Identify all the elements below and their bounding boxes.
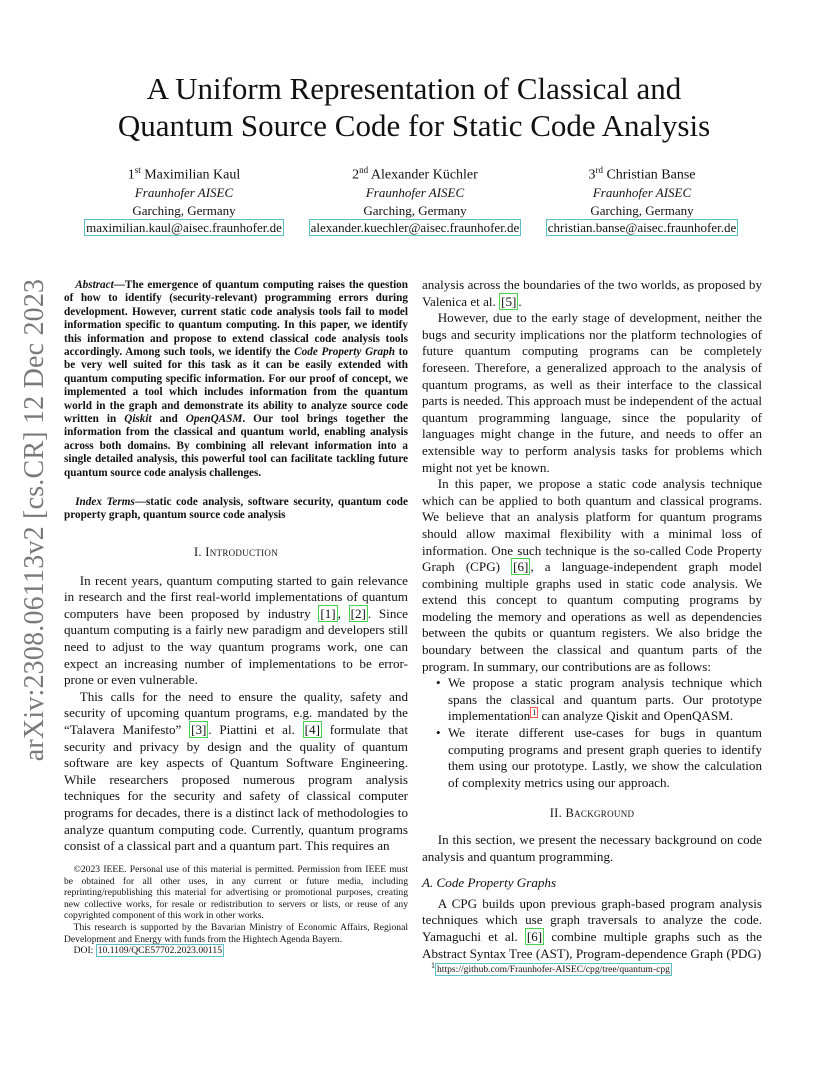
- citation-link[interactable]: [3]: [191, 721, 207, 737]
- author-ordinal-sup: st: [134, 165, 141, 175]
- introduction-section: [64, 544, 408, 855]
- arxiv-id-text: arXiv:2308.06113v2 [cs.CR] 12 Dec 2023: [19, 278, 50, 762]
- author-location: Garching, Germany: [590, 202, 694, 218]
- right-paragraph-1: [422, 277, 762, 310]
- right-p3-text: In this paper, we propose a static code analysis technique which can be applied to both quantum and classical programs. We believe that an analysis platform for quantum programs should allow maximal flexibility with a minimal loss of information. One such technique is the so-called Code Property Graph (CPG): [422, 476, 762, 575]
- copyright-paragraph: ©2023 IEEE. Personal use of this material is permitted. Permission from IEEE must be obtained for all other uses, in any current or future media, including reprinting/republishing this material for advertising or promotional purposes, creating new collective works, for resale or redistribution to servers or lists, or reuse of any copyrighted component of this work in other works.: [64, 864, 408, 922]
- index-terms: [64, 496, 408, 523]
- author-affiliation: Fraunhofer AISEC: [365, 185, 465, 201]
- footnote-url-link[interactable]: https://github.com/Fraunhofer-AISEC/cpg/tree/quantum-cpg: [437, 964, 670, 976]
- citation-link[interactable]: [6]: [526, 928, 543, 944]
- right-p1-text: analysis across the boundaries of the two worlds, as proposed by Valenica et al.: [422, 277, 762, 309]
- footnote-link[interactable]: 1: [532, 708, 537, 718]
- citation-link[interactable]: [6]: [513, 559, 529, 575]
- author-affiliation: Fraunhofer AISEC: [592, 185, 692, 201]
- contribution-item: • We iterate different use-cases for bugs in quantum computing programs and present graph queries to identify them using our prototype. Lastly, we show the calculation of complexity metrics using our approach.: [436, 725, 762, 791]
- abstract-and: and: [151, 413, 186, 426]
- intro-paragraph-2: [64, 689, 408, 855]
- subsection-heading-cpg: A. Code Property Graphs: [422, 875, 557, 891]
- author-ordinal: 2: [352, 167, 360, 183]
- right-paragraph-2: However, due to the early stage of development, neither the bugs and security implications nor the platform technologies of future quantum computing programs can be completely foreseen. Therefore, a generalized approach to the analysis of quantum programs, as well as their interface to the classical parts is needed. This approach must be independent of the actual quantum programming language, since the popularity of languages might change in the future, and needs to offer an extensible way to perform analysis tasks for problems which might not yet be known.: [422, 310, 762, 475]
- doi-label: DOI:: [73, 945, 96, 957]
- background-paragraph-1: In this section, we present the necessary background on code analysis and quantum programming.: [422, 832, 762, 864]
- author-ordinal-sup: nd: [359, 165, 369, 175]
- abstract-dash: —: [113, 279, 125, 291]
- author-ordinal: 3: [588, 167, 596, 183]
- funding-paragraph: This research is supported by the Bavarian Ministry of Economic Affairs, Regional Development and Energy with funds from the Hightech Agenda Bayern.: [64, 921, 408, 945]
- abstract-text-1: The emergence of quantum computing raises the question of how to identify (security-relevant) programming errors during development. However, current static code analysis tools fail to model information specific to quantum computing. In this paper, we identify this information and propose to extend classical code analysis tools accordingly. Among such tools, we identify the: [64, 279, 408, 359]
- contribution-item: [436, 675, 762, 725]
- right-column: [422, 277, 762, 962]
- intro-p1-text: In recent years, quantum computing started to gain relevance in research and the first real-world implementations of quantum computers have been proposed by industry: [64, 572, 408, 621]
- abstract-qiskit-term: Qiskit: [124, 413, 152, 426]
- right-p3-text-2: , a language-independent graph model combining multiple graphs used in static code analysis. We extend this concept to quantum computing programs by modeling the memory and operations as well as dependencies between the qubits or quantum registers. We also bridge the boundary between the classical and quantum parts of the program. In summary, our contributions are as follows:: [422, 559, 762, 674]
- abstract-openqasm-term: OpenQASM: [185, 413, 243, 426]
- author-affiliation: Fraunhofer AISEC: [134, 185, 234, 201]
- contribution-text-2: can analyze Qiskit and OpenQASM.: [538, 708, 734, 724]
- abstract-cpg-term: Code Property Graph: [294, 346, 395, 359]
- intro-paragraph-1: [64, 573, 408, 689]
- footnote: [431, 960, 672, 976]
- abstract-text-2: to be very well suited for this task as it can be easily extended with quantum computing specific information. For our proof of concept, we implemented a tool which includes information from the quantum world in the graph and demonstrate its ability to analyze source code written in: [64, 346, 408, 426]
- intro-p2-text: This calls for the need to ensure the quality, safety and security of upcoming quantum programs, e.g. mandated by the “Talavera Manifesto”: [64, 688, 408, 737]
- author-location: Garching, Germany: [132, 202, 236, 218]
- citation-link[interactable]: [5]: [501, 293, 517, 309]
- title-line-2: Quantum Source Code for Static Code Analysis: [117, 108, 711, 143]
- right-p1-end: .: [518, 293, 522, 309]
- author-email-link[interactable]: maximilian.kaul@aisec.fraunhofer.de: [86, 220, 282, 236]
- cpg-paragraph-1: [422, 896, 762, 962]
- author-1: [59, 162, 309, 237]
- section-heading-introduction: I. Introduction: [193, 545, 279, 559]
- title-line-1: A Uniform Representation of Classical and: [146, 71, 682, 106]
- abstract: [64, 279, 408, 480]
- intro-p1-text-2: . Since quantum computing is a fairly new paradigm and developers still need to adjust to the way quantum programs work, one can expect an increasing number of implementations to be error-prone or even vulnerable.: [64, 605, 408, 688]
- author-email-link[interactable]: alexander.kuechler@aisec.fraunhofer.de: [310, 220, 520, 236]
- cpg-p1-text-2: combine multiple graphs such as the Abstract Syntax Tree (AST), Program-dependence Graph (PDG): [422, 928, 762, 961]
- author-ordinal-sup: rd: [595, 165, 603, 175]
- arxiv-identifier: [10, 278, 60, 762]
- contributions-list: [436, 675, 762, 791]
- abstract-lead: Abstract: [75, 279, 114, 291]
- citation-link[interactable]: [4]: [304, 721, 320, 737]
- footnote-mark: 1: [431, 961, 435, 970]
- author-3: [517, 162, 767, 237]
- citation-link[interactable]: [2]: [350, 605, 366, 621]
- cpg-p1-text: A CPG builds upon previous graph-based program analysis techniques which use graph traversals to analyze the code. Yamaguchi et al.: [422, 895, 762, 944]
- copyright-notice: [64, 864, 408, 957]
- author-name: Alexander Küchler: [370, 167, 478, 183]
- index-terms-text: —static code analysis, software security, quantum code property graph, quantum source code analysis: [64, 496, 408, 522]
- index-terms-lead: Index Terms: [75, 496, 135, 508]
- intro-p2-text-2: . Piattini et al.: [208, 721, 303, 737]
- citation-link[interactable]: [1]: [320, 605, 336, 621]
- author-location: Garching, Germany: [363, 202, 467, 218]
- doi-link[interactable]: 10.1109/QCE57702.2023.00115: [97, 945, 222, 957]
- abstract-text-3: . Our tool brings together the information from the classical and quantum world, enabling analysis across both domains. By combining all relevant information into a single detailed analysis, this powerful tool can facilitate tackling future quantum source code analysis challenges.: [64, 413, 408, 479]
- paper-title: [60, 70, 768, 144]
- author-block: [0, 162, 828, 242]
- author-ordinal: 1: [127, 167, 135, 183]
- intro-p2-text-3: formulate that security and privacy by design and the quality of quantum software are key aspects of Quantum Software Engineering. While researchers proposed numerous program analysis techniques for the security and safety of classical computer programs for decades, there is a distinct lack of methodologies to analyze quantum computing code. Currently, quantum programs consist of a classical part and a quantum part. This requires an: [64, 721, 408, 854]
- author-email-link[interactable]: christian.banse@aisec.fraunhofer.de: [547, 220, 737, 236]
- contribution-text: We propose a static program analysis technique which spans the classical and quantum parts. Our prototype implementation: [448, 675, 762, 724]
- intro-p1-sep: ,: [337, 605, 349, 621]
- author-2: [290, 162, 540, 237]
- author-name: Christian Banse: [606, 167, 696, 183]
- section-heading-background: II. Background: [549, 806, 635, 821]
- author-name: Maximilian Kaul: [144, 167, 241, 183]
- right-paragraph-3: [422, 476, 762, 675]
